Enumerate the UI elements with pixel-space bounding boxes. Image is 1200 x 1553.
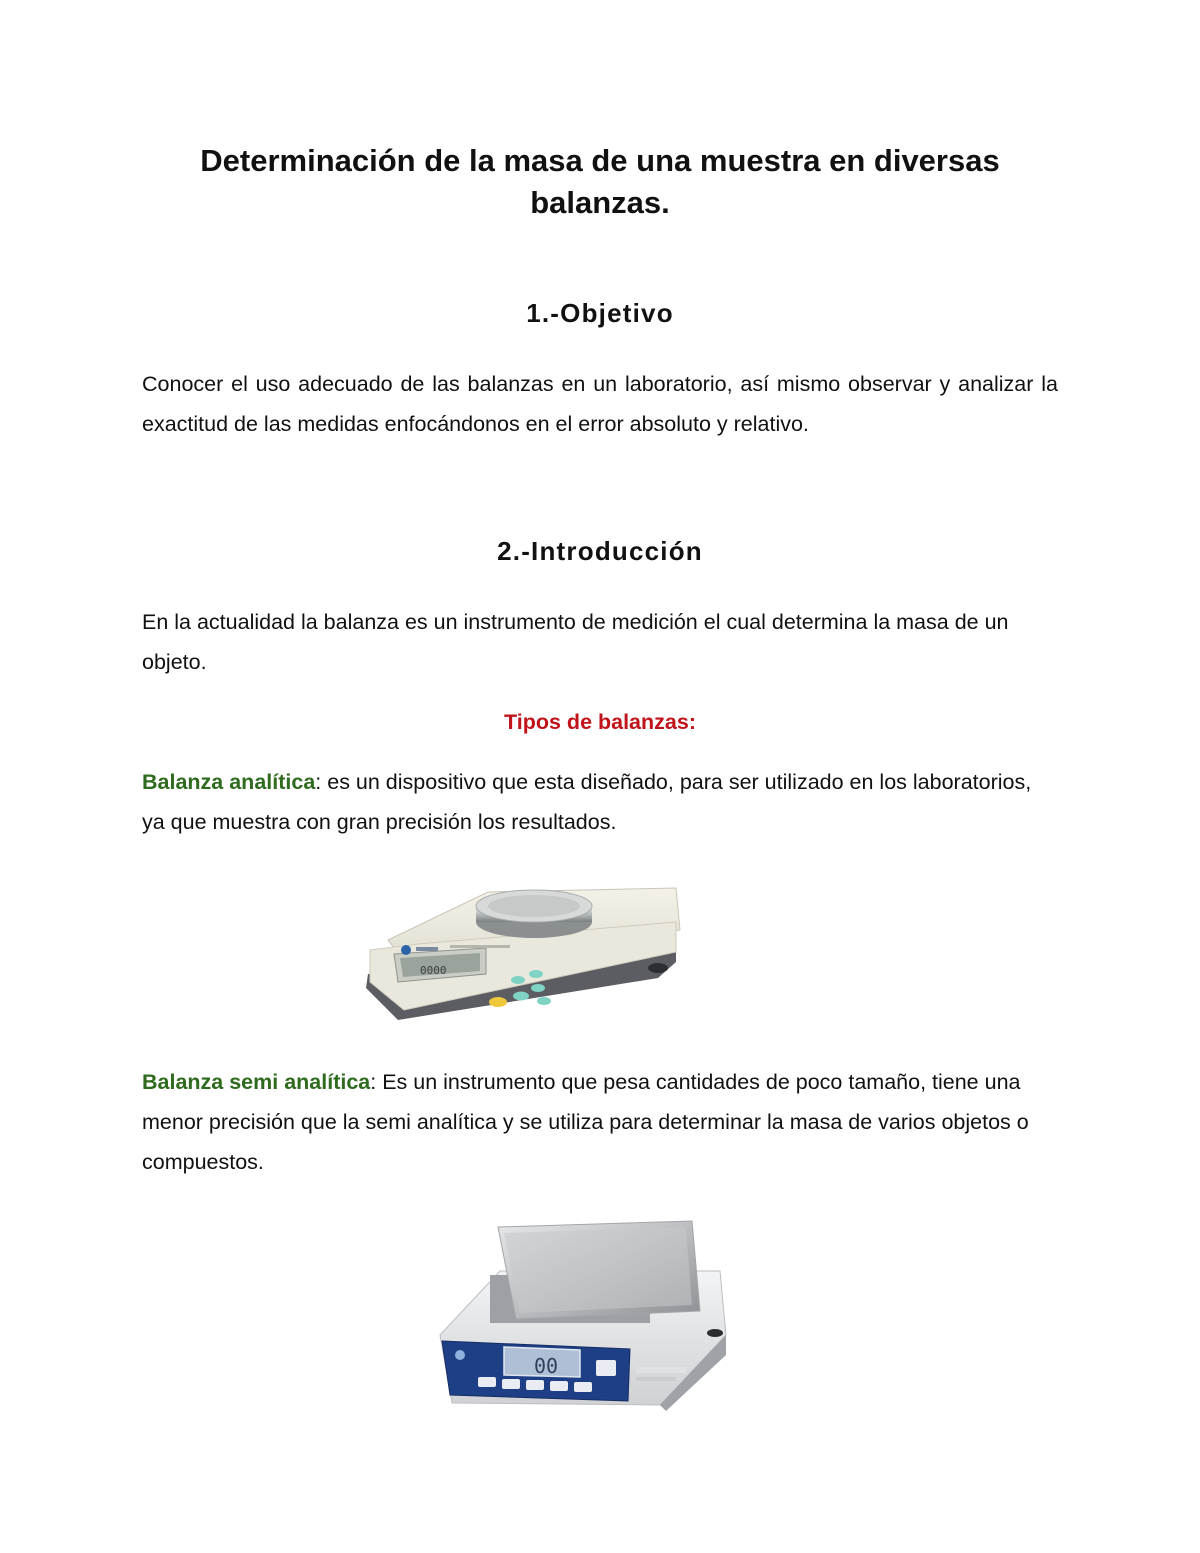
teal-button-icon: [513, 992, 529, 1001]
section-heading-objetivo: 1.-Objetivo: [526, 298, 674, 328]
tipos-balanzas-heading: Tipos de balanzas:: [504, 710, 696, 734]
balanza-analitica-text: es un dispositivo que esta diseñado, para ser utilizado en los laboratorios, ya que muestra con gran precisión los resultados.: [142, 770, 1032, 834]
teal-button-icon: [537, 997, 551, 1005]
panel-button-icon: [478, 1377, 496, 1387]
teal-button-icon: [531, 984, 545, 992]
balanza-analitica-paragraph: [142, 762, 1058, 842]
semi-analytical-balance-image: [430, 1215, 762, 1413]
balanza-analitica-colon: :: [315, 770, 322, 794]
balanza-analitica-term: Balanza analítica: [142, 770, 316, 794]
lcd-digits: 00: [534, 1354, 559, 1378]
balanza-semi-analitica-term: Balanza semi analítica: [142, 1070, 371, 1094]
panel-button-icon: [502, 1379, 520, 1389]
panel-button-icon: [574, 1382, 592, 1392]
introduccion-paragraph: En la actualidad la balanza es un instrumento de medición el cual determina la masa de un objeto.: [142, 610, 1009, 674]
balanza-semi-analitica-paragraph: [142, 1062, 1058, 1182]
objetivo-paragraph: Conocer el uso adecuado de las balanzas en un laboratorio, así mismo observar y analizar la exactitud de las medidas enfocándonos en el error absoluto y relativo.: [142, 372, 1058, 436]
teal-button-icon: [529, 970, 543, 978]
teal-button-icon: [511, 976, 525, 984]
section-heading-introduccion: 2.-Introducción: [497, 536, 703, 566]
display-digits: 0000: [420, 964, 447, 977]
balanza-semi-analitica-colon: :: [370, 1070, 377, 1094]
panel-button-icon: [596, 1360, 616, 1376]
analytical-balance-image: [358, 870, 688, 1032]
yellow-button-icon: [489, 997, 507, 1007]
document-title: Determinación de la masa de una muestra en diversas balanzas.: [200, 143, 1000, 220]
balanza-semi-analitica-text: Es un instrumento que pesa cantidades de poco tamaño, tiene una menor precisión que la semi analítica y se utiliza para determinar la masa de varios objetos o compuestos.: [142, 1070, 1029, 1174]
panel-button-icon: [550, 1381, 568, 1391]
panel-button-icon: [526, 1380, 544, 1390]
